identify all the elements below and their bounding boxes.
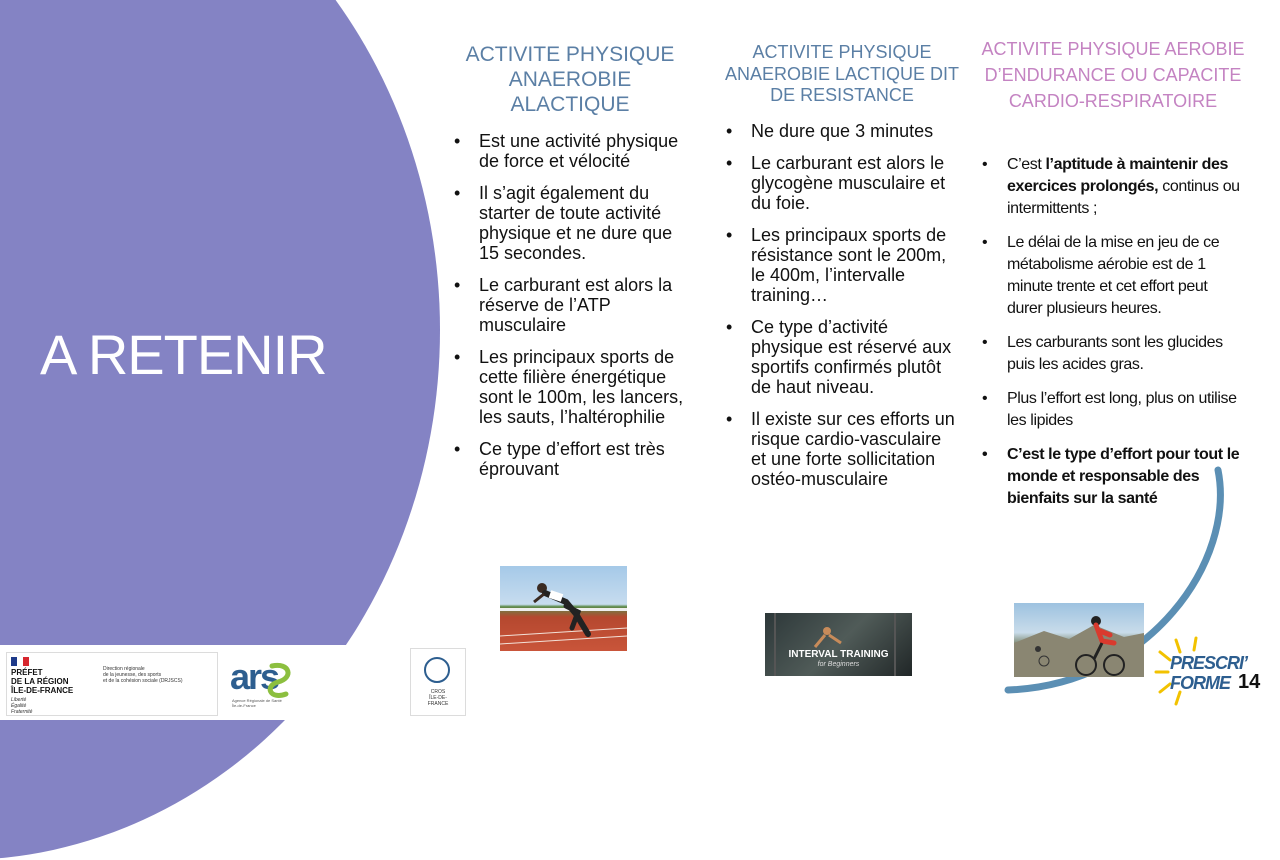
page-number: 14 [1238, 671, 1261, 693]
list-item: • Le carburant est alors la réserve de l’ATP musculaire [454, 274, 673, 335]
photo-caption: INTERVAL TRAINING [788, 649, 889, 660]
marianne-flag-icon [11, 657, 29, 666]
ars-logo: ars Agence Régionale de Santé Île-de-France [220, 652, 306, 714]
photo-subcaption: for Beginners [817, 661, 860, 668]
list-item: • Plus l’effort est long, plus on utilise les lipides [982, 390, 1237, 430]
sprinter-start-photo [500, 566, 627, 651]
column-aerobie-endurance [980, 36, 1246, 522]
olympic-emblem-icon [424, 657, 450, 683]
list-item: • Il s’agit également du starter de toute activité physique et ne dure que 15 secondes. [454, 182, 673, 263]
prefet-region-logo: PRÉFET DE LA RÉGION ÎLE-DE-FRANCE Liberté Égalité Fraternité Direction régionale de la jeunesse, des sports et de la cohésion sociale (DRJSCS) [6, 652, 218, 716]
cyclist-photo [1014, 603, 1144, 677]
list-item: • C’est le type d’effort pour tout le monde et responsable des bienfaits sur la santé [982, 446, 1240, 508]
prescri-forme-logo: PRESCRI’ FORME [1150, 636, 1278, 708]
interval-training-photo [765, 613, 912, 676]
list-item: • Le délai de la mise en jeu de ce métabolisme aérobie est de 1 minute trente et cet effort peut durer plusieurs heures. [982, 234, 1220, 318]
column-heading: ACTIVITE PHYSIQUE ANAEROBIE ALACTIQUE [465, 43, 675, 117]
column-heading: ACTIVITE PHYSIQUE ANAEROBIE LACTIQUE DIT DE RESISTANCE [724, 42, 960, 106]
slide-title: A RETENIR [40, 323, 327, 386]
column-heading: ACTIVITE PHYSIQUE AEROBIE D’ENDURANCE OU CAPACITE CARDIO-RESPIRATOIRE [981, 39, 1245, 112]
list-item: • Ce type d’activité physique est réservé aux sportifs confirmés plutôt de haut niveau. [726, 316, 952, 397]
cros-logo: CROS ÎLE-DE- FRANCE [410, 648, 466, 716]
list-item: • Les principaux sports de résistance sont le 200m, le 400m, l’intervalle training… [726, 224, 947, 305]
list-item: • Il existe sur ces efforts un risque cardio-vasculaire et une forte sollicitation ostéo-musculaire [726, 408, 955, 489]
list-item: • Les principaux sports de cette filière énergétique sont le 100m, les lancers, les sauts, l’haltérophilie [454, 346, 684, 427]
list-item: • Le carburant est alors le glycogène musculaire et du foie. [726, 152, 946, 213]
column-anaerobie-alactique [452, 42, 688, 491]
list-item: • C’est l’aptitude à maintenir des exercices prolongés, continus ou intermittents ; [982, 156, 1240, 218]
list-item: • Les carburants sont les glucides puis les acides gras. [982, 334, 1223, 374]
list-item: • Est une activité physique de force et vélocité [454, 130, 679, 171]
list-item: • Ne dure que 3 minutes [726, 120, 934, 141]
column-anaerobie-lactique [724, 42, 960, 501]
list-item: • Ce type d’effort est très éprouvant [454, 438, 665, 479]
